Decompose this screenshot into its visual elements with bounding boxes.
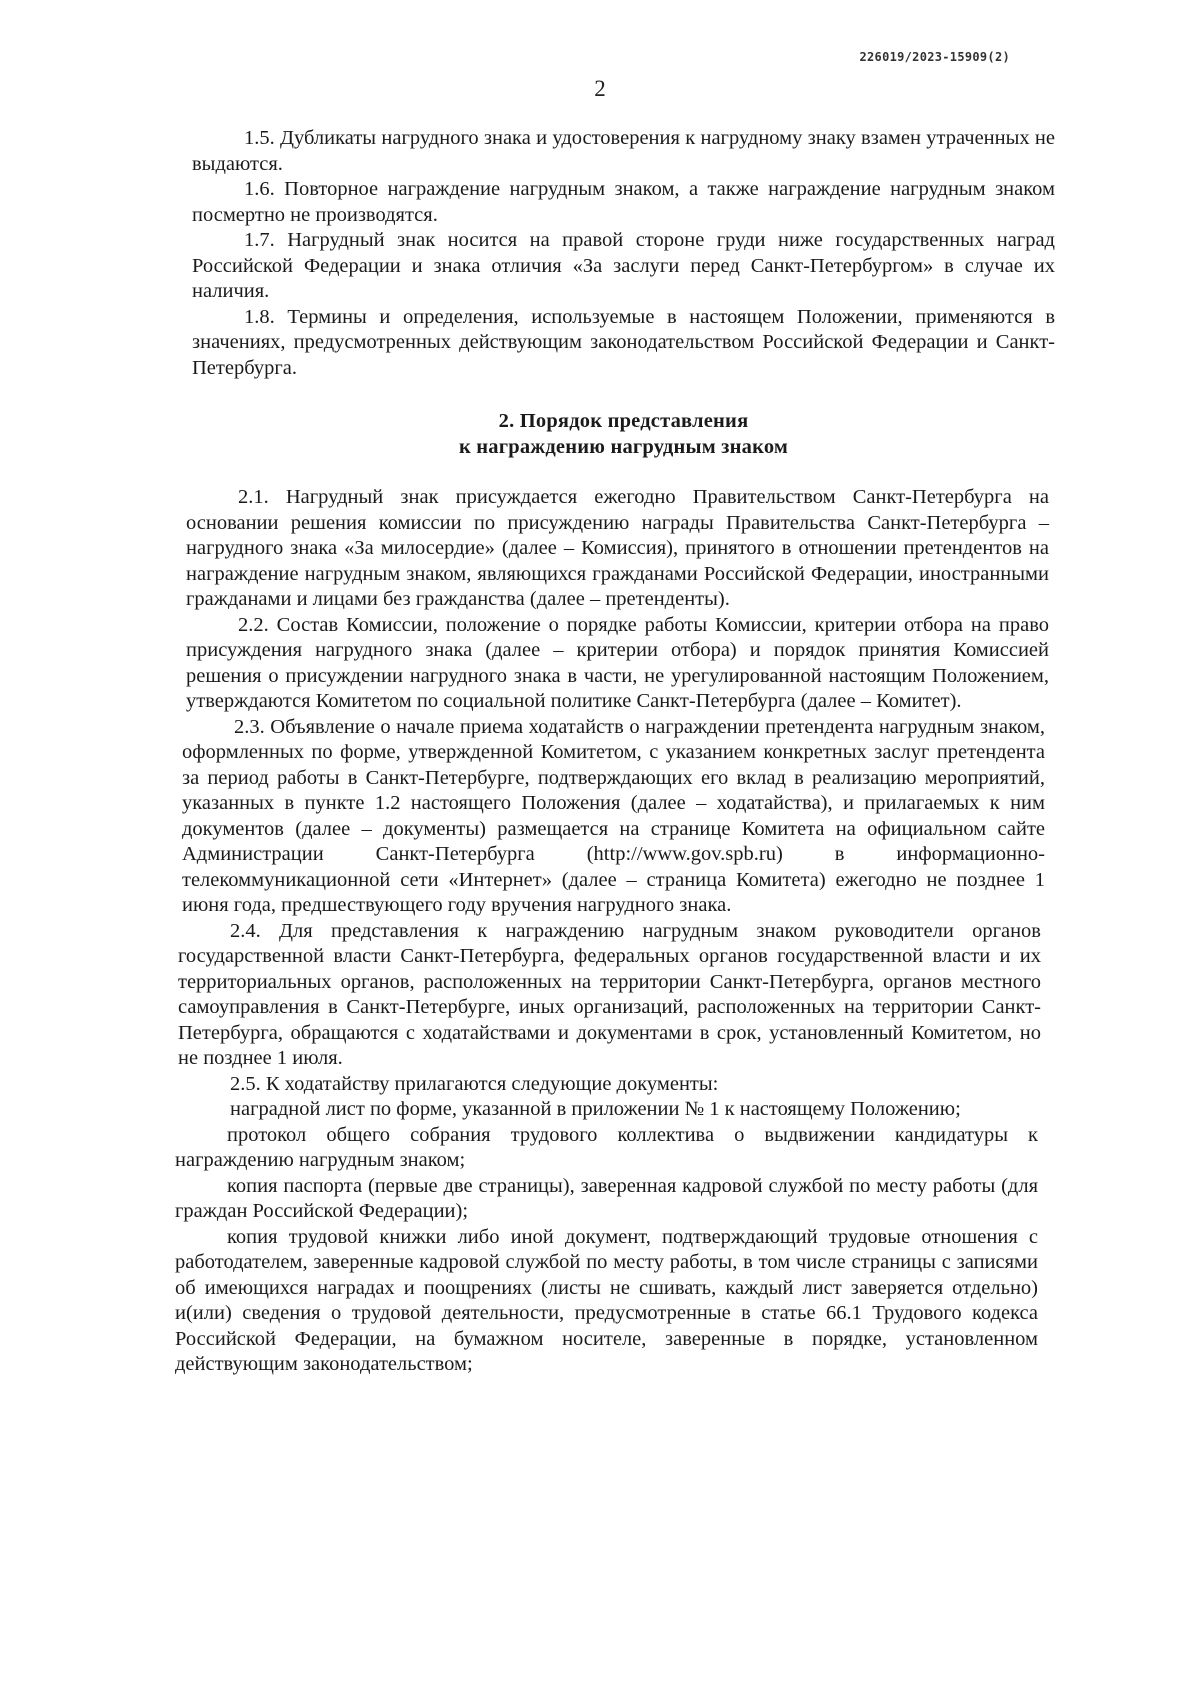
list-item-passport-copy: копия паспорта (первые две страницы), заверенная кадровой службой по месту работы (для граждан Российской Федерации); <box>175 1174 1038 1222</box>
paragraph-2-2: 2.2. Состав Комиссии, положение о порядке работы Комиссии, критерии отбора на право присуждения нагрудного знака (далее – критерии отбора) и порядок принятия Комиссией решения о присуждении нагрудного знака в части, не урегулированной настоящим Положением, утверждаются Комитетом по социальной политике Санкт-Петербурга (далее – Комитет). <box>186 613 1049 712</box>
paragraph-2-5: 2.5. К ходатайству прилагаются следующие документы: <box>230 1072 719 1095</box>
paragraph-1-6: 1.6. Повторное награждение нагрудным знаком, а также награждение нагрудным знаком посмертно не производятся. <box>192 178 1055 226</box>
paragraph-1-7: 1.7. Нагрудный знак носится на правой стороне груди ниже государственных наград Российской Федерации и знака отличия «За заслуги перед Санкт-Петербургом» в случае их наличия. <box>192 229 1055 302</box>
section-2-heading-line-1: 2. Порядок представления <box>498 410 749 432</box>
page-number: 2 <box>594 76 606 101</box>
paragraph-2-3: 2.3. Объявление о начале приема ходатайств о награждении претендента нагрудным знаком, оформленных по форме, утвержденной Комитетом, с указанием конкретных заслуг претендента за период работы в Санкт-Петербурге, подтверждающих его вклад в реализацию мероприятий, указанных в пункте 1.2 настоящего Положения (далее – ходатайства), и прилагаемых к ним документов (далее – документы) размещается на странице Комитета на официальном сайте Администрации Санкт-Петербурга (http://www.gov.spb.ru) в информационно-телекоммуникационной сети «Интернет» (далее – страница Комитета) ежегодно не позднее 1 июня года, предшествующего году вручения нагрудного знака. <box>182 715 1045 916</box>
document-body <box>175 126 1055 1378</box>
document-registration-number: 226019/2023-15909(2) <box>859 50 1010 64</box>
paragraph-1-5: 1.5. Дубликаты нагрудного знака и удостоверения к нагрудному знаку взамен утраченных не выдаются. <box>192 127 1055 175</box>
list-item-award-sheet: наградной лист по форме, указанной в приложении № 1 к настоящему Положению; <box>230 1098 961 1120</box>
paragraph-2-4: 2.4. Для представления к награждению нагрудным знаком руководители органов государственной власти Санкт-Петербурга, федеральных органов государственной власти и их территориальных органов, расположенных на территории Санкт-Петербурга, органов местного самоуправления в Санкт-Петербурге, иных организаций, расположенных на территории Санкт-Петербурга, обращаются с ходатайствами и документами в срок, установленный Комитетом, но не позднее 1 июля. <box>178 919 1041 1069</box>
section-2-heading <box>192 408 1055 460</box>
paragraph-1-8: 1.8. Термины и определения, используемые в настоящем Положении, применяются в значениях, предусмотренных действующим законодательством Российской Федерации и Санкт-Петербурга. <box>192 305 1055 379</box>
list-item-employment-record: копия трудовой книжки либо иной документ, подтверждающий трудовые отношения с работодателем, заверенные кадровой службой по месту работы, в том числе страницы с записями об имеющихся наградах и поощрениях (листы не сшивать, каждый лист заверяется отдельно) и(или) сведения о трудовой деятельности, предусмотренные в статье 66.1 Трудового кодекса Российской Федерации, на бумажном носителе, заверенные в порядке, установленном действующим законодательством; <box>175 1225 1038 1375</box>
paragraph-2-1: 2.1. Нагрудный знак присуждается ежегодно Правительством Санкт-Петербурга на основании решения комиссии по присуждению награды Правительства Санкт-Петербурга – нагрудного знака «За милосердие» (далее – Комиссия), принятого в отношении претендентов на награждение нагрудным знаком, являющихся гражданами Российской Федерации, иностранными гражданами и лицами без гражданства (далее – претенденты). <box>186 486 1049 610</box>
section-2-heading-line-2: к награждению нагрудным знаком <box>458 436 789 458</box>
list-item-meeting-protocol: протокол общего собрания трудового коллектива о выдвижении кандидатуры к награждению нагрудным знаком; <box>175 1123 1038 1171</box>
